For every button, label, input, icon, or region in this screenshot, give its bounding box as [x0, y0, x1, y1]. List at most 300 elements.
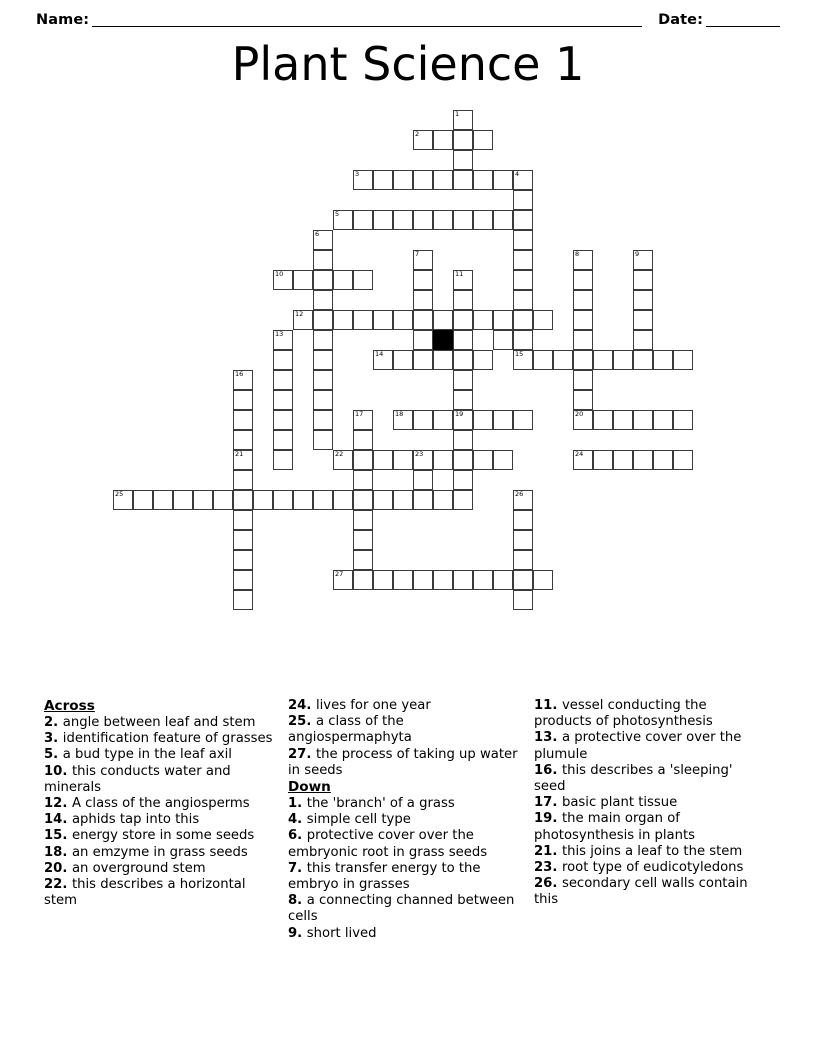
clue-text: this describes a 'sleeping' seed — [534, 762, 733, 795]
clue-text: this transfer energy to the embryo in grasses — [288, 860, 481, 893]
crossword-cell[interactable] — [333, 490, 353, 510]
crossword-cell[interactable] — [613, 350, 633, 370]
clue-item — [288, 861, 522, 893]
crossword-cell[interactable] — [633, 410, 653, 430]
crossword-cell[interactable] — [213, 490, 233, 510]
crossword-cell[interactable] — [493, 330, 513, 350]
crossword-cell[interactable] — [513, 570, 533, 590]
clue-number: 23. — [534, 860, 562, 876]
down-heading: Down — [288, 779, 331, 796]
crossword-cell-number: 25 — [115, 490, 124, 498]
crossword-cell[interactable] — [313, 310, 333, 330]
crossword-cell-number: 14 — [375, 350, 384, 358]
crossword-cell[interactable] — [513, 250, 533, 270]
crossword-cell[interactable] — [373, 170, 393, 190]
crossword-cell[interactable] — [573, 390, 593, 410]
crossword-cell[interactable] — [353, 450, 373, 470]
crossword-cell[interactable] — [313, 390, 333, 410]
crossword-cell[interactable] — [433, 450, 453, 470]
clue-text: an emzyme in grass seeds — [71, 844, 248, 860]
clue-item — [44, 747, 276, 763]
crossword-cell-number: 12 — [295, 310, 304, 318]
crossword-cell[interactable] — [473, 350, 493, 370]
crossword-cell[interactable] — [473, 130, 493, 150]
clue-number: 18. — [44, 844, 72, 860]
crossword-cell[interactable] — [513, 350, 533, 370]
crossword-cell[interactable] — [513, 290, 533, 310]
crossword-cell[interactable] — [673, 450, 693, 470]
crossword-cell[interactable] — [273, 330, 293, 350]
crossword-cell[interactable] — [373, 450, 393, 470]
clue-item — [44, 828, 276, 844]
crossword-cell[interactable] — [633, 310, 653, 330]
crossword-cell[interactable] — [313, 350, 333, 370]
crossword-cell[interactable] — [373, 350, 393, 370]
crossword-cell[interactable] — [513, 590, 533, 610]
crossword-cell[interactable] — [453, 410, 473, 430]
clue-text: root type of eudicotyledons — [561, 860, 744, 876]
crossword-cell[interactable] — [233, 370, 253, 390]
crossword-cell[interactable] — [273, 410, 293, 430]
crossword-cell[interactable] — [513, 170, 533, 190]
crossword-cell[interactable] — [573, 350, 593, 370]
crossword-cell-number: 20 — [575, 410, 584, 418]
crossword-cell[interactable] — [433, 350, 453, 370]
clue-item — [288, 812, 522, 828]
crossword-cell[interactable] — [193, 490, 213, 510]
crossword-cell[interactable] — [493, 170, 513, 190]
clue-text: secondary cell walls contain this — [534, 876, 748, 908]
crossword-cell[interactable] — [273, 450, 293, 470]
crossword-cell[interactable] — [453, 310, 473, 330]
crossword-cell[interactable] — [453, 210, 473, 230]
crossword-cell[interactable] — [453, 350, 473, 370]
crossword-blocked-cell — [433, 330, 453, 350]
crossword-cell[interactable] — [453, 170, 473, 190]
crossword-cell[interactable] — [453, 430, 473, 450]
crossword-cell[interactable] — [633, 250, 653, 270]
crossword-cell[interactable] — [233, 570, 253, 590]
crossword-cell[interactable] — [373, 570, 393, 590]
crossword-cell[interactable] — [413, 490, 433, 510]
crossword-cell[interactable] — [353, 470, 373, 490]
clue-item — [288, 698, 522, 714]
crossword-cell-number: 6 — [315, 230, 320, 238]
crossword-cell-number: 9 — [635, 250, 640, 258]
clue-item — [534, 860, 766, 876]
across-heading: Across — [44, 698, 95, 714]
clue-text: the main organ of photosynthesis in plants — [534, 811, 696, 843]
crossword-cell[interactable] — [533, 350, 553, 370]
clue-number: 17. — [534, 795, 562, 811]
clue-text: this describes a horizontal stem — [44, 877, 246, 909]
crossword-cell[interactable] — [333, 450, 353, 470]
crossword-cell[interactable] — [233, 450, 253, 470]
crossword-cell[interactable] — [393, 170, 413, 190]
crossword-cell[interactable] — [573, 330, 593, 350]
name-label: Name: — [36, 12, 90, 28]
crossword-cell[interactable] — [513, 490, 533, 510]
clue-item — [288, 926, 522, 942]
crossword-cell[interactable] — [373, 490, 393, 510]
crossword-cell[interactable] — [413, 450, 433, 470]
crossword-cell-number: 4 — [515, 170, 520, 178]
crossword-cell[interactable] — [453, 370, 473, 390]
clue-item — [288, 893, 522, 925]
crossword-cell[interactable] — [513, 550, 533, 570]
crossword-cell-number: 21 — [235, 450, 244, 458]
crossword-cell[interactable] — [453, 130, 473, 150]
clue-text: basic plant tissue — [561, 795, 678, 811]
crossword-cell[interactable] — [133, 490, 153, 510]
clue-text: angle between leaf and stem — [62, 715, 256, 730]
crossword-cell[interactable] — [433, 310, 453, 330]
clue-item — [44, 861, 276, 877]
crossword-cell[interactable] — [473, 450, 493, 470]
crossword-cell[interactable] — [393, 350, 413, 370]
crossword-cell[interactable] — [593, 350, 613, 370]
clue-item — [534, 795, 766, 811]
crossword-cell[interactable] — [173, 490, 193, 510]
crossword-cell[interactable] — [413, 350, 433, 370]
crossword-cell[interactable] — [573, 410, 593, 430]
crossword-cell-number: 26 — [515, 490, 524, 498]
crossword-cell[interactable] — [633, 290, 653, 310]
crossword-cell-number: 15 — [515, 350, 524, 358]
crossword-cell[interactable] — [413, 310, 433, 330]
clue-text: vessel conducting the products of photosynthesis — [534, 698, 713, 730]
clue-column-3 — [534, 698, 778, 909]
crossword-cell-number: 17 — [355, 410, 364, 418]
clue-number: 2. — [44, 715, 63, 730]
clue-item — [288, 828, 522, 860]
clue-item — [44, 715, 276, 731]
crossword-cell[interactable] — [153, 490, 173, 510]
crossword-cell[interactable] — [453, 110, 473, 130]
crossword-cell-number: 22 — [335, 450, 344, 458]
crossword-cell[interactable] — [233, 430, 253, 450]
clue-item — [534, 698, 766, 730]
clue-number: 5. — [44, 747, 63, 763]
crossword-cell[interactable] — [473, 310, 493, 330]
crossword-cell-number: 5 — [335, 210, 340, 218]
crossword-cell-number: 8 — [575, 250, 580, 258]
crossword-cell[interactable] — [233, 390, 253, 410]
crossword-cell[interactable] — [233, 490, 253, 510]
crossword-cell-number: 16 — [235, 370, 244, 378]
clue-text: an overground stem — [71, 860, 206, 876]
crossword-cell[interactable] — [653, 410, 673, 430]
crossword-cell[interactable] — [353, 410, 373, 430]
crossword-cell[interactable] — [573, 370, 593, 390]
crossword-cell[interactable] — [513, 410, 533, 430]
clue-text: a bud type in the leaf axil — [62, 747, 232, 763]
clue-text: this joins a leaf to the stem — [561, 843, 743, 859]
crossword-cell[interactable] — [673, 350, 693, 370]
crossword-cell[interactable] — [353, 490, 373, 510]
crossword-cell-number: 11 — [455, 270, 464, 278]
clue-text: simple cell type — [306, 812, 411, 828]
crossword-cell[interactable] — [593, 450, 613, 470]
clue-text: this conducts water and minerals — [44, 763, 231, 795]
crossword-cell[interactable] — [453, 150, 473, 170]
crossword-cell[interactable] — [413, 410, 433, 430]
crossword-cell[interactable] — [493, 450, 513, 470]
crossword-cell-number: 27 — [335, 570, 344, 578]
crossword-cell[interactable] — [493, 410, 513, 430]
crossword-cell[interactable] — [493, 310, 513, 330]
crossword-cell[interactable] — [633, 450, 653, 470]
crossword-cell[interactable] — [413, 290, 433, 310]
crossword-cell[interactable] — [353, 210, 373, 230]
crossword-cell[interactable] — [513, 530, 533, 550]
clue-text: lives for one year — [315, 698, 431, 713]
clue-number: 12. — [44, 796, 72, 812]
clue-number: 27. — [288, 746, 316, 762]
crossword-cell[interactable] — [673, 410, 693, 430]
clue-item — [534, 876, 766, 908]
clue-item — [44, 845, 276, 861]
crossword-cell[interactable] — [293, 490, 313, 510]
crossword-cell[interactable] — [513, 510, 533, 530]
clue-column-2 — [288, 698, 534, 942]
crossword-cell-number: 13 — [275, 330, 284, 338]
crossword-cell[interactable] — [233, 410, 253, 430]
clue-number: 21. — [534, 843, 562, 859]
crossword-cell[interactable] — [113, 490, 133, 510]
crossword-cell[interactable] — [353, 270, 373, 290]
crossword-cell[interactable] — [233, 530, 253, 550]
crossword-cell[interactable] — [273, 390, 293, 410]
crossword-cell[interactable] — [413, 330, 433, 350]
crossword-cell[interactable] — [373, 310, 393, 330]
crossword-cell[interactable] — [333, 570, 353, 590]
crossword-cell[interactable] — [353, 170, 373, 190]
crossword-cell[interactable] — [473, 570, 493, 590]
crossword-cell[interactable] — [393, 310, 413, 330]
crossword-cell[interactable] — [453, 330, 473, 350]
crossword-cell[interactable] — [453, 570, 473, 590]
clue-item — [288, 714, 522, 746]
crossword-cell[interactable] — [413, 570, 433, 590]
clue-item — [288, 747, 522, 779]
clue-number: 13. — [534, 730, 562, 746]
crossword-cell[interactable] — [313, 410, 333, 430]
crossword-cell-number: 2 — [415, 130, 420, 138]
crossword-cell[interactable] — [433, 210, 453, 230]
clue-item — [44, 877, 276, 909]
page-title: Plant Science 1 — [231, 37, 585, 91]
crossword-cell[interactable] — [293, 310, 313, 330]
crossword-cell[interactable] — [313, 270, 333, 290]
clue-number: 1. — [288, 796, 307, 812]
crossword-cell[interactable] — [513, 190, 533, 210]
crossword-cell[interactable] — [313, 230, 333, 250]
crossword-cell[interactable] — [413, 210, 433, 230]
crossword-cell[interactable] — [253, 490, 273, 510]
crossword-cell[interactable] — [653, 350, 673, 370]
crossword-cell[interactable] — [553, 350, 573, 370]
clue-number: 14. — [44, 812, 72, 828]
crossword-cell[interactable] — [573, 250, 593, 270]
crossword-cell[interactable] — [313, 430, 333, 450]
clue-text: energy store in some seeds — [71, 828, 255, 844]
crossword-cell[interactable] — [373, 210, 393, 230]
crossword-cell[interactable] — [453, 290, 473, 310]
crossword-cell-number: 1 — [455, 110, 460, 118]
crossword-cell[interactable] — [533, 570, 553, 590]
crossword-cell-number: 7 — [415, 250, 420, 258]
crossword-cell[interactable] — [233, 510, 253, 530]
crossword-cell[interactable] — [513, 270, 533, 290]
crossword-cell[interactable] — [273, 350, 293, 370]
crossword-cell[interactable] — [353, 570, 373, 590]
clue-text: aphids tap into this — [71, 812, 200, 828]
crossword-cell[interactable] — [513, 330, 533, 350]
clues-section — [44, 698, 778, 988]
crossword-cell[interactable] — [353, 530, 373, 550]
clue-number: 25. — [288, 714, 316, 730]
crossword-cell[interactable] — [513, 230, 533, 250]
crossword-cell[interactable] — [433, 170, 453, 190]
clue-item — [288, 796, 522, 812]
clue-text: a protective cover over the plumule — [534, 730, 742, 762]
clue-number: 26. — [534, 876, 562, 892]
crossword-cell[interactable] — [233, 590, 253, 610]
crossword-cell-number: 10 — [275, 270, 284, 278]
clue-number: 10. — [44, 763, 72, 779]
crossword-cell[interactable] — [353, 310, 373, 330]
clue-text: a connecting channed between cells — [288, 893, 515, 925]
crossword-cell[interactable] — [433, 410, 453, 430]
crossword-cell[interactable] — [633, 330, 653, 350]
clue-number: 15. — [44, 828, 72, 844]
crossword-cell[interactable] — [513, 210, 533, 230]
crossword-cell[interactable] — [613, 410, 633, 430]
crossword-cell[interactable] — [413, 170, 433, 190]
crossword-cell[interactable] — [393, 410, 413, 430]
crossword-cell[interactable] — [653, 450, 673, 470]
crossword-cell-number: 18 — [395, 410, 404, 418]
crossword-cell[interactable] — [453, 450, 473, 470]
crossword-cell[interactable] — [313, 330, 333, 350]
crossword-cell[interactable] — [593, 410, 613, 430]
clue-text: short lived — [306, 925, 377, 941]
crossword-cell[interactable] — [473, 410, 493, 430]
clue-text: the 'branch' of a grass — [306, 796, 455, 812]
crossword-cell[interactable] — [393, 450, 413, 470]
crossword-cell[interactable] — [633, 350, 653, 370]
crossword-cell[interactable] — [273, 270, 293, 290]
crossword-cell[interactable] — [393, 490, 413, 510]
crossword-cell[interactable] — [353, 550, 373, 570]
clue-column-1 — [44, 698, 288, 909]
clue-item — [534, 730, 766, 762]
crossword-cell[interactable] — [233, 550, 253, 570]
clue-text: A class of the angiosperms — [71, 796, 250, 812]
clue-text: the process of taking up water in seeds — [288, 746, 518, 778]
clue-item — [534, 763, 766, 795]
clue-item — [44, 764, 276, 796]
clue-text: identification feature of grasses — [62, 731, 273, 747]
date-label: Date: — [658, 12, 703, 28]
crossword-cell[interactable] — [453, 470, 473, 490]
clue-number: 24. — [288, 698, 316, 713]
crossword-cell[interactable] — [513, 310, 533, 330]
crossword-cell[interactable] — [573, 270, 593, 290]
crossword-cell[interactable] — [633, 270, 653, 290]
crossword-cell[interactable] — [353, 430, 373, 450]
crossword-cell[interactable] — [433, 570, 453, 590]
crossword-cell[interactable] — [473, 210, 493, 230]
crossword-cell[interactable] — [453, 390, 473, 410]
crossword-cell[interactable] — [413, 250, 433, 270]
crossword-cell[interactable] — [333, 310, 353, 330]
crossword-cell[interactable] — [453, 490, 473, 510]
clue-number: 11. — [534, 698, 562, 713]
clue-text: protective cover over the embryonic root in grass seeds — [288, 828, 488, 860]
clue-item — [44, 731, 276, 747]
crossword-cell[interactable] — [313, 250, 333, 270]
crossword-cell[interactable] — [413, 270, 433, 290]
crossword-cell[interactable] — [493, 210, 513, 230]
crossword-cell[interactable] — [573, 290, 593, 310]
crossword-cell[interactable] — [313, 370, 333, 390]
clue-number: 22. — [44, 877, 72, 893]
crossword-cell[interactable] — [573, 310, 593, 330]
crossword-cell[interactable] — [413, 130, 433, 150]
crossword-cell[interactable] — [453, 270, 473, 290]
crossword-cell[interactable] — [433, 490, 453, 510]
clue-number: 16. — [534, 762, 562, 778]
crossword-cell[interactable] — [573, 450, 593, 470]
clue-item — [534, 811, 766, 843]
crossword-cell[interactable] — [293, 270, 313, 290]
crossword-cell[interactable] — [393, 210, 413, 230]
crossword-cell[interactable] — [613, 450, 633, 470]
crossword-cell[interactable] — [233, 470, 253, 490]
clue-number: 7. — [288, 860, 307, 876]
crossword-cell[interactable] — [273, 430, 293, 450]
crossword-cell[interactable] — [273, 490, 293, 510]
crossword-cell[interactable] — [313, 290, 333, 310]
clue-text: a class of the angiospermaphyta — [288, 714, 412, 746]
crossword-cell[interactable] — [533, 310, 553, 330]
crossword-cell[interactable] — [433, 130, 453, 150]
clue-number: 6. — [288, 828, 307, 844]
crossword-cell[interactable] — [273, 370, 293, 390]
clue-number: 3. — [44, 731, 63, 747]
crossword-cell[interactable] — [333, 210, 353, 230]
crossword-cell[interactable] — [473, 170, 493, 190]
crossword-cell-number: 23 — [415, 450, 424, 458]
clue-number: 19. — [534, 811, 562, 827]
clue-item — [44, 812, 276, 828]
clue-item — [534, 844, 766, 860]
crossword-cell[interactable] — [413, 470, 433, 490]
crossword-cell[interactable] — [493, 570, 513, 590]
clue-number: 4. — [288, 812, 307, 828]
crossword-cell[interactable] — [353, 510, 373, 530]
crossword-cell[interactable] — [333, 270, 353, 290]
crossword-cell[interactable] — [393, 570, 413, 590]
crossword-cell-number: 24 — [575, 450, 584, 458]
crossword-cell-number: 3 — [355, 170, 360, 178]
crossword-cell[interactable] — [313, 490, 333, 510]
crossword-cell-number: 19 — [455, 410, 464, 418]
clue-item — [44, 796, 276, 812]
clue-number: 20. — [44, 860, 72, 876]
